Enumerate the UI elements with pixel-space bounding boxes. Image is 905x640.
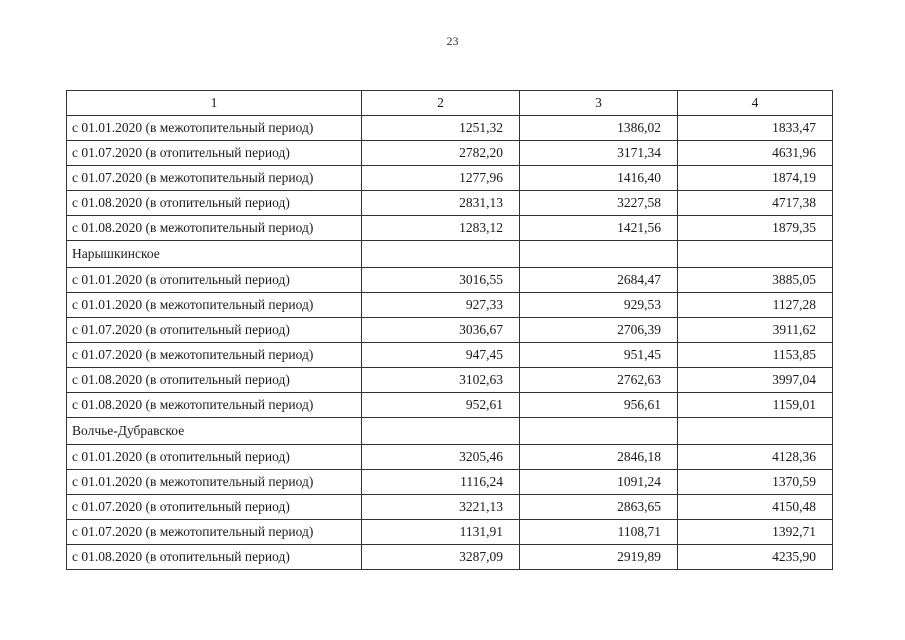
table-row (67, 343, 833, 368)
value-cell-col3: 3171,34 (520, 141, 678, 166)
section-row (67, 418, 833, 445)
value-cell-col3: 2762,63 (520, 368, 678, 393)
value-cell-col2: 3221,13 (362, 495, 520, 520)
value-cell-col4: 1153,85 (678, 343, 833, 368)
value-cell-col2: 3016,55 (362, 268, 520, 293)
value-cell-col3: 929,53 (520, 293, 678, 318)
value-cell-col2: 947,45 (362, 343, 520, 368)
tariff-table (66, 90, 833, 570)
value-cell-col2: 1116,24 (362, 470, 520, 495)
empty-cell (362, 418, 520, 445)
value-cell-col3: 956,61 (520, 393, 678, 418)
period-label: с 01.07.2020 (в межотопительный период) (67, 520, 362, 545)
value-cell-col4: 4128,36 (678, 445, 833, 470)
period-label: с 01.07.2020 (в отопительный период) (67, 141, 362, 166)
value-cell-col2: 1131,91 (362, 520, 520, 545)
value-cell-col2: 1283,12 (362, 216, 520, 241)
period-label: с 01.01.2020 (в межотопительный период) (67, 470, 362, 495)
value-cell-col3: 951,45 (520, 343, 678, 368)
period-label: с 01.01.2020 (в отопительный период) (67, 445, 362, 470)
table-row (67, 216, 833, 241)
value-cell-col4: 1874,19 (678, 166, 833, 191)
table-row (67, 166, 833, 191)
table-row (67, 445, 833, 470)
empty-cell (678, 418, 833, 445)
table-row (67, 495, 833, 520)
value-cell-col3: 3227,58 (520, 191, 678, 216)
period-label: с 01.07.2020 (в отопительный период) (67, 495, 362, 520)
value-cell-col4: 4235,90 (678, 545, 833, 570)
value-cell-col3: 2863,65 (520, 495, 678, 520)
value-cell-col4: 1392,71 (678, 520, 833, 545)
value-cell-col4: 4631,96 (678, 141, 833, 166)
period-label: с 01.08.2020 (в межотопительный период) (67, 216, 362, 241)
value-cell-col2: 952,61 (362, 393, 520, 418)
period-label: с 01.08.2020 (в отопительный период) (67, 545, 362, 570)
value-cell-col3: 1386,02 (520, 116, 678, 141)
value-cell-col3: 2706,39 (520, 318, 678, 343)
value-cell-col3: 2919,89 (520, 545, 678, 570)
value-cell-col3: 2684,47 (520, 268, 678, 293)
period-label: с 01.01.2020 (в межотопительный период) (67, 293, 362, 318)
empty-cell (362, 241, 520, 268)
period-label: с 01.08.2020 (в отопительный период) (67, 368, 362, 393)
period-label: с 01.01.2020 (в межотопительный период) (67, 116, 362, 141)
tariff-table-body (67, 91, 833, 570)
value-cell-col4: 3911,62 (678, 318, 833, 343)
table-row (67, 191, 833, 216)
value-cell-col4: 3997,04 (678, 368, 833, 393)
period-label: с 01.07.2020 (в отопительный период) (67, 318, 362, 343)
table-header-row (67, 91, 833, 116)
value-cell-col4: 3885,05 (678, 268, 833, 293)
value-cell-col2: 3205,46 (362, 445, 520, 470)
value-cell-col2: 3102,63 (362, 368, 520, 393)
column-header-1: 1 (67, 91, 362, 116)
column-header-4: 4 (678, 91, 833, 116)
empty-cell (520, 418, 678, 445)
value-cell-col4: 1370,59 (678, 470, 833, 495)
table-row (67, 293, 833, 318)
section-row (67, 241, 833, 268)
value-cell-col2: 1251,32 (362, 116, 520, 141)
value-cell-col2: 1277,96 (362, 166, 520, 191)
value-cell-col4: 4717,38 (678, 191, 833, 216)
period-label: с 01.08.2020 (в отопительный период) (67, 191, 362, 216)
period-label: с 01.07.2020 (в межотопительный период) (67, 166, 362, 191)
column-header-2: 2 (362, 91, 520, 116)
column-header-3: 3 (520, 91, 678, 116)
table-row (67, 268, 833, 293)
value-cell-col3: 2846,18 (520, 445, 678, 470)
value-cell-col3: 1416,40 (520, 166, 678, 191)
value-cell-col2: 2831,13 (362, 191, 520, 216)
empty-cell (678, 241, 833, 268)
value-cell-col3: 1108,71 (520, 520, 678, 545)
value-cell-col4: 1127,28 (678, 293, 833, 318)
section-name: Волчье-Дубравское (67, 418, 362, 445)
table-row (67, 470, 833, 495)
value-cell-col3: 1091,24 (520, 470, 678, 495)
value-cell-col2: 2782,20 (362, 141, 520, 166)
table-row (67, 520, 833, 545)
value-cell-col4: 1159,01 (678, 393, 833, 418)
value-cell-col4: 1833,47 (678, 116, 833, 141)
period-label: с 01.01.2020 (в отопительный период) (67, 268, 362, 293)
value-cell-col4: 1879,35 (678, 216, 833, 241)
value-cell-col3: 1421,56 (520, 216, 678, 241)
page-number: 23 (446, 34, 459, 48)
value-cell-col4: 4150,48 (678, 495, 833, 520)
table-row (67, 545, 833, 570)
table-row (67, 368, 833, 393)
empty-cell (520, 241, 678, 268)
value-cell-col2: 927,33 (362, 293, 520, 318)
table-row (67, 393, 833, 418)
table-row (67, 141, 833, 166)
section-name: Нарышкинское (67, 241, 362, 268)
table-row (67, 318, 833, 343)
table-row (67, 116, 833, 141)
value-cell-col2: 3287,09 (362, 545, 520, 570)
value-cell-col2: 3036,67 (362, 318, 520, 343)
period-label: с 01.07.2020 (в межотопительный период) (67, 343, 362, 368)
period-label: с 01.08.2020 (в межотопительный период) (67, 393, 362, 418)
